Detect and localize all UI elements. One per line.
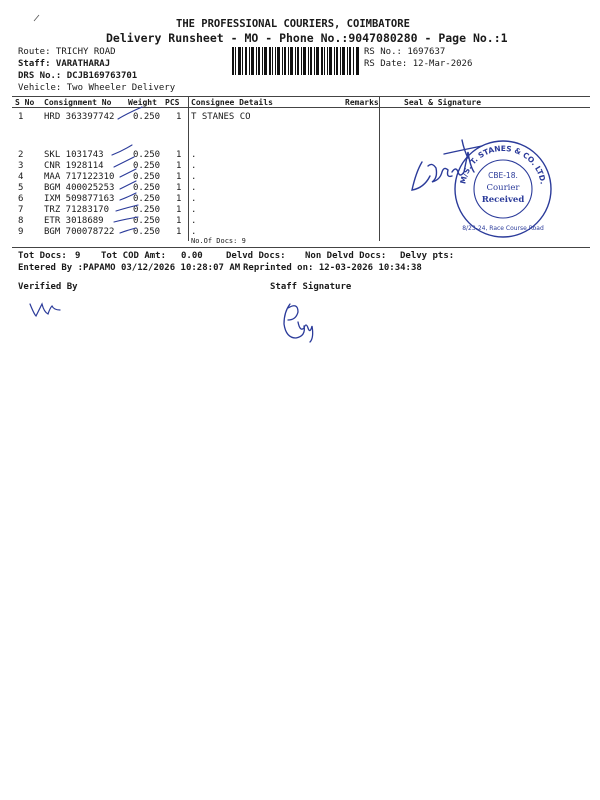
col-divider-remarks	[379, 96, 380, 241]
row-sno: 7	[18, 205, 24, 215]
vehicle: Vehicle: Two Wheeler Delivery	[18, 83, 176, 93]
delvd-docs: Delvd Docs:	[226, 251, 286, 261]
cod-value: 0.00	[181, 251, 203, 261]
row-sno: 4	[18, 172, 24, 182]
row-consignment: BGM 400025253	[44, 183, 115, 193]
runsheet-title: Delivery Runsheet - MO - Phone No.:9047080280 - Page No.:1	[106, 31, 508, 45]
row-weight: 0.250	[133, 172, 161, 182]
col-sno: S No	[15, 98, 35, 107]
row-weight: 0.250	[133, 161, 161, 171]
row-sno: 5	[18, 183, 24, 193]
row-consignee: .	[191, 150, 197, 160]
reprinted-on: Reprinted on: 12-03-2026 10:34:38	[243, 263, 422, 273]
rs-number: RS No.: 1697637	[364, 47, 446, 57]
no-of-docs: No.Of Docs: 9	[191, 237, 246, 245]
row-sno: 8	[18, 216, 24, 226]
table-header-rule	[12, 107, 590, 108]
seal-line3: Received	[481, 195, 525, 205]
row-consignee: .	[191, 172, 197, 182]
row-consignment: SKL 1031743	[44, 150, 104, 160]
seal-line2: Courier	[486, 183, 520, 193]
row-sno: 2	[18, 150, 24, 160]
row-weight: 0.250	[133, 183, 161, 193]
verifier-signature	[28, 298, 68, 320]
delvy-pts: Delvy pts:	[400, 251, 455, 261]
staff: Staff: VARATHARAJ	[18, 59, 111, 69]
row-consignee: .	[191, 205, 197, 215]
row-consignee: .	[191, 227, 197, 237]
rs-date: RS Date: 12-Mar-2026	[364, 59, 473, 69]
row-consignment: ETR 3018689	[44, 216, 104, 226]
table-bottom-rule	[12, 247, 590, 248]
row-weight: 0.250	[133, 112, 161, 122]
drs-number: DRS No.: DCJB169763701	[18, 71, 138, 81]
col-consignment: Consignment No	[44, 98, 112, 107]
row-consignment: IXM 509877163	[44, 194, 115, 204]
row-pcs: 1	[176, 112, 182, 122]
row-consignee: .	[191, 183, 197, 193]
stray-mark	[33, 14, 41, 22]
row-pcs: 1	[176, 161, 182, 171]
row-sno: 3	[18, 161, 24, 171]
row-pcs: 1	[176, 183, 182, 193]
entered-by: Entered By :PAPAMO 03/12/2026 10:28:07 AM	[18, 263, 241, 273]
row-pcs: 1	[176, 150, 182, 160]
row-pcs: 1	[176, 205, 182, 215]
row-consignment: HRD 363397742	[44, 112, 115, 122]
col-weight: Weight	[128, 98, 157, 107]
route: Route: TRICHY ROAD	[18, 47, 116, 57]
row-sno: 9	[18, 227, 24, 237]
staff-signature-label: Staff Signature	[270, 282, 352, 292]
seal-ring-text: M/S. T. STANES & CO. LTD.	[458, 143, 548, 185]
non-delvd-docs: Non Delvd Docs:	[305, 251, 387, 261]
seal-bottom-text: 8/23-24, Race Course Road	[462, 225, 544, 232]
tot-docs-label: Tot Docs:	[18, 251, 67, 261]
table-top-rule	[12, 96, 590, 97]
row-consignee: .	[191, 161, 197, 171]
row-consignee: .	[191, 216, 197, 226]
row-weight: 0.250	[133, 150, 161, 160]
ink-tick-marks	[110, 105, 160, 240]
row-consignment: TRZ 71283170	[44, 205, 110, 215]
col-pcs: PCS	[165, 98, 180, 107]
row-consignment: BGM 700078722	[44, 227, 115, 237]
col-consignee: Consignee Details	[191, 98, 273, 107]
row-consignment: CNR 1928114	[44, 161, 104, 171]
row-consignee: T STANES CO	[191, 112, 251, 122]
row-sno: 6	[18, 194, 24, 204]
row-weight: 0.250	[133, 216, 161, 226]
staff-signature	[276, 298, 326, 344]
col-remarks: Remarks	[345, 98, 379, 107]
company-name: THE PROFESSIONAL COURIERS, COIMBATORE	[176, 18, 410, 30]
row-weight: 0.250	[133, 205, 161, 215]
row-pcs: 1	[176, 172, 182, 182]
cod-label: Tot COD Amt:	[101, 251, 167, 261]
barcode	[232, 47, 360, 75]
row-sno: 1	[18, 112, 24, 122]
verified-by-label: Verified By	[18, 282, 78, 292]
row-consignee: .	[191, 194, 197, 204]
tot-docs-value: 9	[75, 251, 81, 261]
row-pcs: 1	[176, 227, 182, 237]
receiver-signature	[402, 132, 502, 202]
row-weight: 0.250	[133, 194, 161, 204]
row-consignment: MAA 717122310	[44, 172, 115, 182]
seal-line1: CBE-18.	[488, 171, 518, 180]
row-pcs: 1	[176, 216, 182, 226]
col-seal: Seal & Signature	[404, 98, 482, 107]
row-weight: 0.250	[133, 227, 161, 237]
col-divider-consignee	[188, 96, 189, 241]
row-pcs: 1	[176, 194, 182, 204]
